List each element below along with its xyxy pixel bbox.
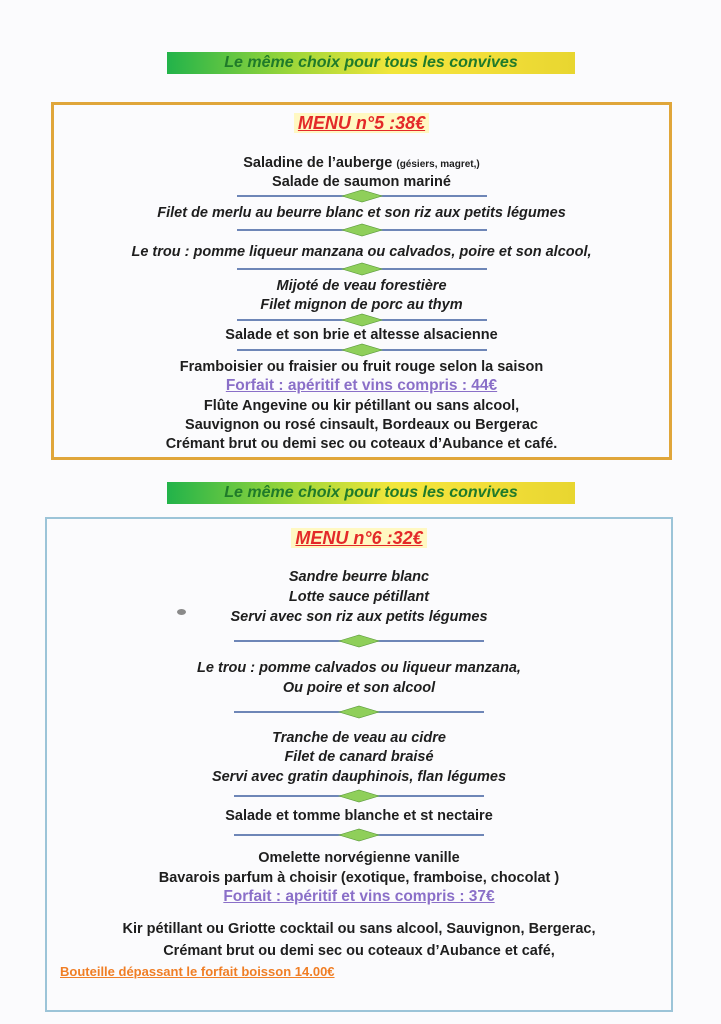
menu-5-box xyxy=(51,102,672,460)
menu-5-forfait: Forfait : apéritif et vins compris : 44€ xyxy=(225,377,498,394)
menu-6-main-3: Servi avec gratin dauphinois, flan légumes xyxy=(211,769,507,785)
menu-6-trou-1: Le trou : pomme calvados ou liqueur manzana, xyxy=(197,660,521,676)
menu-5-trou: Le trou : pomme liqueur manzana ou calvados, poire et son alcool, xyxy=(131,244,592,260)
separator-icon xyxy=(237,223,487,237)
menu-6-trou-2: Ou poire et son alcool xyxy=(282,680,436,696)
separator-icon xyxy=(234,828,484,842)
menu-6-box xyxy=(45,517,673,1012)
menu-6-forfait: Forfait : apéritif et vins compris : 37€ xyxy=(223,888,495,905)
menu-6-main-2: Filet de canard braisé xyxy=(284,749,434,765)
separator-icon xyxy=(237,189,487,203)
menu-5-main-1: Mijoté de veau forestière xyxy=(276,278,447,294)
separator-icon xyxy=(237,262,487,276)
menu-6-fish-2: Lotte sauce pétillant xyxy=(288,589,430,605)
banner-same-choice-middle: Le même choix pour tous les convives xyxy=(167,482,575,504)
scan-spot xyxy=(177,609,186,615)
menu-6-fish-1: Sandre beurre blanc xyxy=(288,569,430,585)
menu-5-drinks-3: Crémant brut ou demi sec ou coteaux d’Aubance et café. xyxy=(165,436,558,452)
separator-icon xyxy=(234,705,484,719)
menu-6-dessert-2: Bavarois parfum à choisir (exotique, framboise, chocolat ) xyxy=(158,870,560,886)
bottle-note: Bouteille dépassant le forfait boisson 14.00€ xyxy=(60,964,335,979)
menu-6-main-1: Tranche de veau au cidre xyxy=(272,730,446,746)
menu-5-drinks-1: Flûte Angevine ou kir pétillant ou sans alcool, xyxy=(203,398,520,414)
menu-5-drinks-2: Sauvignon ou rosé cinsault, Bordeaux ou Bergerac xyxy=(185,417,538,433)
separator-icon xyxy=(234,789,484,803)
separator-icon xyxy=(234,634,484,648)
menu-6-dessert-1: Omelette norvégienne vanille xyxy=(258,850,460,866)
separator-icon xyxy=(237,313,487,327)
menu-5-starter-2: Salade de saumon mariné xyxy=(272,174,451,190)
menu-5-dessert: Framboisier ou fraisier ou fruit rouge selon la saison xyxy=(179,359,544,375)
menu-5-fish: Filet de merlu au beurre blanc et son riz aux petits légumes xyxy=(157,205,566,221)
banner-same-choice-top: Le même choix pour tous les convives xyxy=(167,52,575,74)
menu-6-title: MENU n°6 :32€ xyxy=(47,528,671,549)
separator-icon xyxy=(237,343,487,357)
menu-5-cheese: Salade et son brie et altesse alsacienne xyxy=(225,327,498,343)
menu-6-fish-3: Servi avec son riz aux petits légumes xyxy=(230,609,488,625)
menu-6-cheese: Salade et tomme blanche et st nectaire xyxy=(225,808,493,824)
menu-5-title: MENU n°5 :38€ xyxy=(54,113,669,134)
menu-5-main-2: Filet mignon de porc au thym xyxy=(260,297,463,313)
menu-5-starter-1: Saladine de l’auberge (gésiers, magret,) xyxy=(243,155,480,171)
menu-5-starter-1-note: (gésiers, magret,) xyxy=(396,159,480,170)
menu-6-drinks-2: Crémant brut ou demi sec ou coteaux d’Aubance et café, xyxy=(163,943,555,959)
menu-6-drinks-1: Kir pétillant ou Griotte cocktail ou sans alcool, Sauvignon, Bergerac, xyxy=(122,921,596,937)
